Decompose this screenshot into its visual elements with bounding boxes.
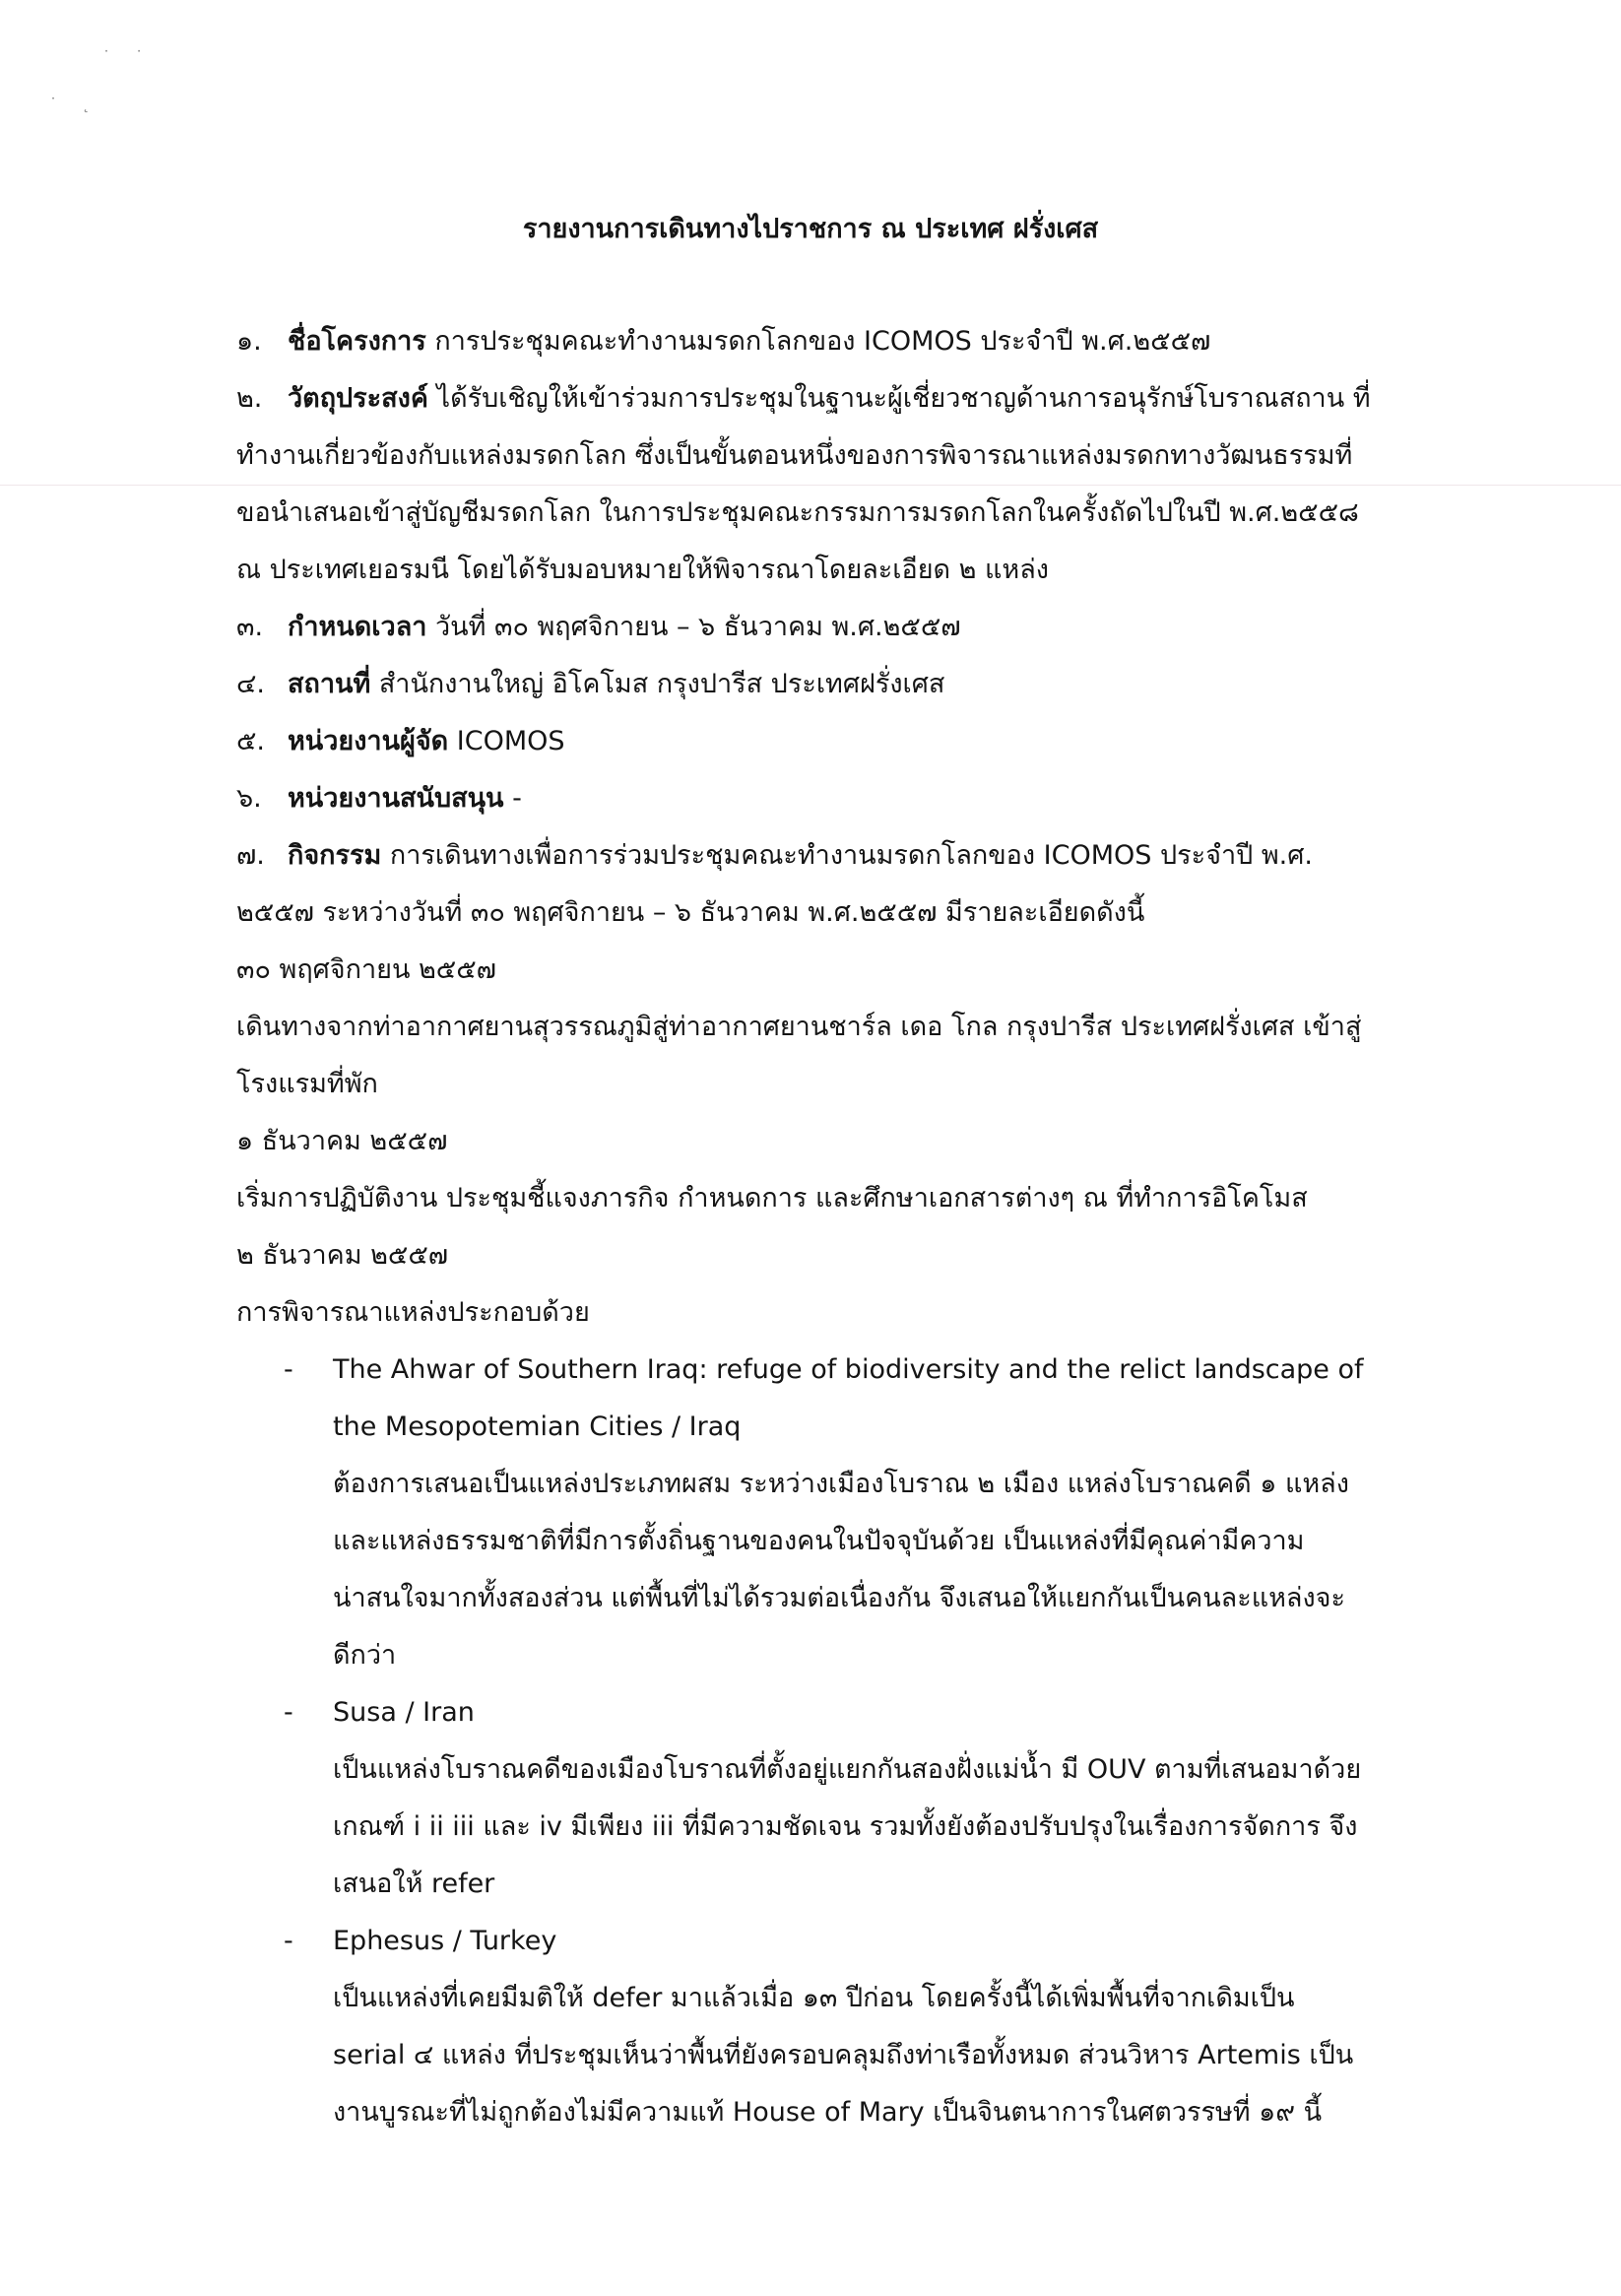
schedule-text: โรงแรมที่พัก — [236, 1069, 378, 1099]
site-name: - The Ahwar of Southern Iraq: refuge of biodiversity and the relict landscape of — [236, 1342, 1359, 1399]
item-schedule: ๓. กำหนดเวลา วันที่ ๓๐ พฤศจิกายน – ๖ ธันวาคม พ.ศ.๒๕๕๗ — [236, 612, 961, 642]
item-activity: ๗. กิจกรรม การเดินทางเพื่อการร่วมประชุมคณะทำงานมรดกโลกของ ICOMOS ประจำปี พ.ศ. — [236, 840, 1313, 871]
item-supporter: ๖. หน่วยงานสนับสนุน - — [236, 783, 522, 814]
item-label: วัตถุประสงค์ — [288, 383, 428, 414]
site-name: the Mesopotemian Cities / Iraq — [333, 1411, 742, 1442]
document-body — [236, 313, 1371, 2141]
item-project-name: ๑. ชื่อโครงการ การประชุมคณะทำงานมรดกโลกของ ICOMOS ประจำปี พ.ศ.๒๕๕๗ — [236, 326, 1211, 357]
objective-text: ทำงานเกี่ยวข้องกับแหล่งมรดกโลก ซึ่งเป็นขั้นตอนหนึ่งของการพิจารณาแหล่งมรดกทางวัฒนธรรมที่ — [236, 440, 1353, 471]
item-label: ชื่อโครงการ — [288, 326, 426, 357]
site-description: ต้องการเสนอเป็นแหล่งประเภทผสม ระหว่างเมืองโบราณ ๒ เมือง แหล่งโบราณคดี ๑ แหล่ง — [333, 1469, 1349, 1499]
site-description: เกณฑ์ i ii iii และ iv มีเพียง iii ที่มีความชัดเจน รวมทั้งยังต้องปรับปรุงในเรื่องการจัดการ จึง — [333, 1811, 1358, 1842]
item-label: สถานที่ — [288, 669, 371, 699]
objective-text: ขอนำเสนอเข้าสู่บัญชีมรดกโลก ในการประชุมคณะกรรมการมรดกโลกในครั้งถัดไปในปี พ.ศ.๒๕๕๘ — [236, 497, 1359, 528]
schedule-date: ๑ ธันวาคม ๒๕๕๗ — [236, 1126, 448, 1156]
schedule-text: การพิจารณาแหล่งประกอบด้วย — [236, 1297, 590, 1328]
schedule-date: ๒ ธันวาคม ๒๕๕๗ — [236, 1240, 449, 1271]
activity-text: ๒๕๕๗ ระหว่างวันที่ ๓๐ พฤศจิกายน – ๖ ธันวาคม พ.ศ.๒๕๕๗ มีรายละเอียดดังนี้ — [236, 897, 1145, 928]
scan-speck: ˙ ˛ — [49, 95, 100, 113]
site-description: น่าสนใจมากทั้งสองส่วน แต่พื้นที่ไม่ได้รวมต่อเนื่องกัน จึงเสนอให้แยกกันเป็นคนละแหล่งจะ — [333, 1583, 1345, 1613]
page-title: รายงานการเดินทางไปราชการ ณ ประเทศ ฝรั่งเศส — [522, 214, 1099, 244]
site-name: - Susa / Iran — [236, 1684, 1359, 1741]
site-description: เป็นแหล่งโบราณคดีของเมืองโบราณที่ตั้งอยู่แยกกันสองฝั่งแม่น้ำ มี OUV ตามที่เสนอมาด้วย — [333, 1754, 1362, 1785]
schedule-text: เดินทางจากท่าอากาศยานสุวรรณภูมิสู่ท่าอากาศยานชาร์ล เดอ โกล กรุงปารีส ประเทศฝรั่งเศส เข้าสู่ — [236, 1012, 1362, 1042]
bullet-dash: - — [284, 1697, 293, 1728]
item-organizer: ๕. หน่วยงานผู้จัด ICOMOS — [236, 726, 565, 756]
item-label: กิจกรรม — [288, 840, 382, 871]
item-objective: ๒. วัตถุประสงค์ ได้รับเชิญให้เข้าร่วมการประชุมในฐานะผู้เชี่ยวชาญด้านการอนุรักษ์โบราณสถาน ที่ — [236, 383, 1371, 414]
bullet-dash: - — [284, 1354, 293, 1385]
item-label: หน่วยงานผู้จัด — [288, 726, 449, 756]
bullet-dash: - — [284, 1926, 293, 1956]
item-venue: ๔. สถานที่ สำนักงานใหญ่ อิโคโมส กรุงปารีส ประเทศฝรั่งเศส — [236, 669, 945, 699]
item-label: กำหนดเวลา — [288, 612, 427, 642]
site-description: งานบูรณะที่ไม่ถูกต้องไม่มีความแท้ House of Mary เป็นจินตนาการในศตวรรษที่ ๑๙ นี้ — [333, 2097, 1323, 2128]
item-label: หน่วยงานสนับสนุน — [288, 783, 504, 814]
site-description: serial ๔ แหล่ง ที่ประชุมเห็นว่าพื้นที่ยังครอบคลุมถึงท่าเรือทั้งหมด ส่วนวิหาร Artemis เป็น — [333, 2040, 1354, 2070]
site-name: - Ephesus / Turkey — [236, 1913, 1359, 1970]
site-description: ดีกว่า — [333, 1640, 397, 1671]
site-description: เป็นแหล่งที่เคยมีมติให้ defer มาแล้วเมื่อ ๑๓ ปีก่อน โดยครั้งนี้ได้เพิ่มพื้นที่จากเดิมเป็น — [333, 1983, 1295, 2013]
site-description: เสนอให้ refer — [333, 1869, 495, 1899]
site-description: และแหล่งธรรมชาติที่มีการตั้งถิ่นฐานของคนในปัจจุบันด้วย เป็นแหล่งที่มีคุณค่ามีความ — [333, 1526, 1305, 1556]
objective-text: ณ ประเทศเยอรมนี โดยได้รับมอบหมายให้พิจารณาโดยละเอียด ๒ แหล่ง — [236, 555, 1049, 585]
schedule-date: ๓๐ พฤศจิกายน ๒๕๕๗ — [236, 954, 496, 985]
scan-speck: ˙ ˙ — [102, 47, 154, 66]
schedule-text: เริ่มการปฏิบัติงาน ประชุมชี้แจงภารกิจ กำหนดการ และศึกษาเอกสารต่างๆ ณ ที่ทำการอิโคโมส — [236, 1183, 1308, 1214]
